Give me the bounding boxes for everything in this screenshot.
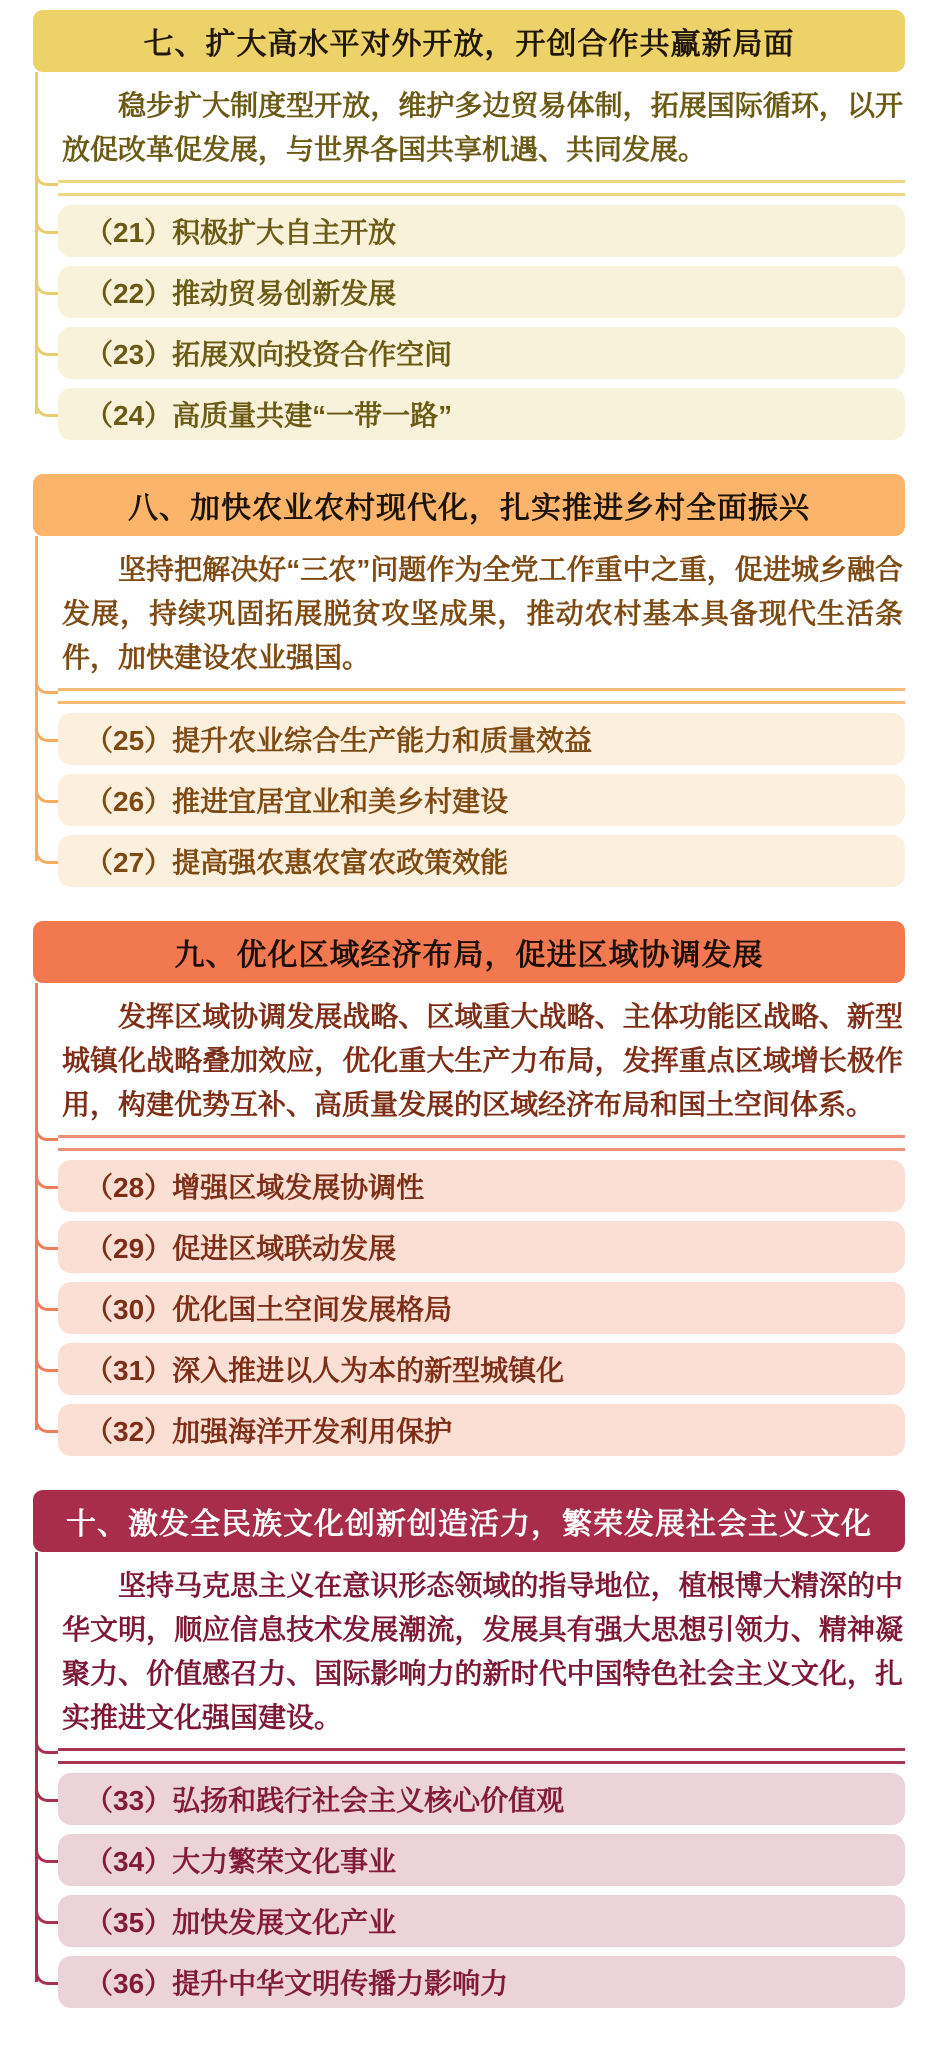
section-10-title: 十、激发全民族文化创新创造活力，繁荣发展社会主义文化 xyxy=(66,1508,872,1541)
item-card-34 xyxy=(58,1834,905,1886)
item-card-23 xyxy=(58,327,905,379)
item-label-33: （33）弘扬和践行社会主义核心价值观 xyxy=(85,1785,565,1816)
item-label-32: （32）加强海洋开发利用保护 xyxy=(85,1416,453,1447)
double-rule xyxy=(58,1748,905,1764)
section-9 xyxy=(0,921,933,1456)
connector-trunk xyxy=(35,72,38,414)
section-7-intro: 稳步扩大制度型开放，维护多边贸易体制，拓展国际循环，以开放促改革促发展，与世界各国共享机遇、共同发展。 xyxy=(62,90,903,165)
section-9-title: 九、优化区域经济布局，促进区域协调发展 xyxy=(174,939,764,972)
item-card-21 xyxy=(58,205,905,257)
double-rule xyxy=(58,180,905,196)
item-card-29 xyxy=(58,1221,905,1273)
section-8-body xyxy=(33,536,905,887)
section-10 xyxy=(0,1490,933,2008)
item-card-30 xyxy=(58,1282,905,1334)
item-card-25 xyxy=(58,713,905,765)
item-card-26 xyxy=(58,774,905,826)
section-8-header xyxy=(33,474,905,536)
item-label-34: （34）大力繁荣文化事业 xyxy=(85,1846,397,1877)
item-label-28: （28）增强区域发展协调性 xyxy=(85,1172,425,1203)
item-label-30: （30）优化国土空间发展格局 xyxy=(85,1294,453,1325)
item-label-24: （24）高质量共建“一带一路” xyxy=(85,400,453,431)
section-8-title: 八、加快农业农村现代化，扎实推进乡村全面振兴 xyxy=(128,492,810,525)
item-card-28 xyxy=(58,1160,905,1212)
section-7-header xyxy=(33,10,905,72)
item-card-24 xyxy=(58,388,905,440)
section-9-body xyxy=(33,983,905,1456)
section-10-body xyxy=(33,1552,905,2008)
item-card-27 xyxy=(58,835,905,887)
item-card-33 xyxy=(58,1773,905,1825)
connector-trunk xyxy=(35,536,38,861)
item-label-35: （35）加快发展文化产业 xyxy=(85,1907,397,1938)
item-card-32 xyxy=(58,1404,905,1456)
section-9-intro: 发挥区域协调发展战略、区域重大战略、主体功能区战略、新型城镇化战略叠加效应，优化重大生产力布局，发挥重点区域增长极作用，构建优势互补、高质量发展的区域经济布局和国土空间体系。 xyxy=(62,1001,903,1120)
item-label-26: （26）推进宜居宜业和美乡村建设 xyxy=(85,786,509,817)
item-label-31: （31）深入推进以人为本的新型城镇化 xyxy=(85,1355,565,1386)
section-7-title: 七、扩大高水平对外开放，开创合作共赢新局面 xyxy=(143,28,795,61)
item-label-23: （23）拓展双向投资合作空间 xyxy=(85,339,453,370)
section-10-header xyxy=(33,1490,905,1552)
item-label-27: （27）提高强农惠农富农政策效能 xyxy=(85,847,509,878)
section-10-intro: 坚持马克思主义在意识形态领域的指导地位，植根博大精深的中华文明，顺应信息技术发展潮流，发展具有强大思想引领力、精神凝聚力、价值感召力、国际影响力的新时代中国特色社会主义文化，扎实推进文化强国建设。 xyxy=(62,1570,903,1733)
section-9-header xyxy=(33,921,905,983)
item-label-21: （21）积极扩大自主开放 xyxy=(85,217,397,248)
item-card-22 xyxy=(58,266,905,318)
section-7 xyxy=(0,10,933,440)
section-8-intro: 坚持把解决好“三农”问题作为全党工作重中之重，促进城乡融合发展，持续巩固拓展脱贫攻坚成果，推动农村基本具备现代生活条件，加快建设农业强国。 xyxy=(62,554,903,673)
item-label-22: （22）推动贸易创新发展 xyxy=(85,278,397,309)
item-label-25: （25）提升农业综合生产能力和质量效益 xyxy=(85,725,593,756)
item-card-36 xyxy=(58,1956,905,2008)
item-label-29: （29）促进区域联动发展 xyxy=(85,1233,397,1264)
double-rule xyxy=(58,688,905,704)
double-rule xyxy=(58,1135,905,1151)
section-7-body xyxy=(33,72,905,440)
item-card-35 xyxy=(58,1895,905,1947)
item-card-31 xyxy=(58,1343,905,1395)
item-label-36: （36）提升中华文明传播力影响力 xyxy=(85,1968,509,1999)
section-8 xyxy=(0,474,933,887)
